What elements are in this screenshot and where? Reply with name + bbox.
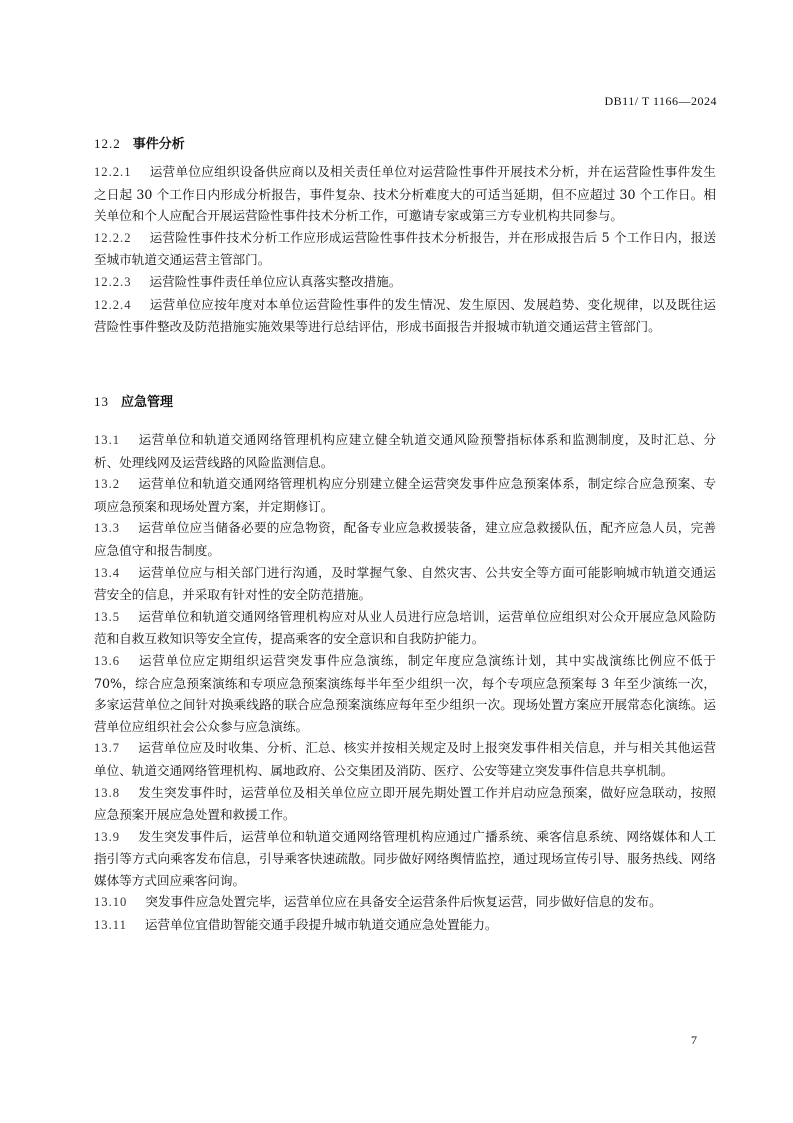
clause-text: 运营单位应当储备必要的应急物资，配备专业应急救援装备，建立应急救援队伍，配齐应急人员，完善应急值守和报告制度。: [94, 520, 716, 558]
clause-text: 发生突发事件时，运营单位及相关单位应立即开展先期处置工作并启动应急预案，做好应急联动，按照应急预案开展应急处置和救援工作。: [94, 784, 716, 823]
page-number: 7: [691, 1033, 697, 1047]
section-number: 13: [94, 394, 109, 409]
clause-number: 12.2.3: [94, 274, 132, 289]
clause-text: 运营单位应及时收集、分析、汇总、核实并按相关规定及时上报突发事件相关信息，并与相关其他运营单位、轨道交通网络管理机构、属地政府、公交集团及消防、医疗、公安等建立突发事件信息共享机制。: [94, 740, 716, 778]
clause-13-5: [94, 606, 716, 650]
clause-number: 13.7: [94, 741, 121, 756]
section-13-body: [94, 429, 716, 937]
clause-number: 12.2.2: [94, 230, 132, 245]
document-code: DB11/ T 1166—2024: [604, 94, 717, 108]
clause-13-4: [94, 562, 716, 606]
clause-number: 12.2.4: [94, 297, 132, 312]
clause-number: 13.11: [94, 918, 127, 933]
clause-12-2-1: [94, 161, 716, 227]
section-title: 应急管理: [121, 395, 174, 410]
clause-number: 13.9: [94, 829, 121, 844]
clause-text: 运营单位应按年度对本单位运营险性事件的发生情况、发生原因、发展趋势、变化规律，以及既往运营险性事件整改及防范措施实施效果等进行总结评估，形成书面报告并报城市轨道交通运营主管部门。: [94, 296, 716, 335]
section-12-2-heading: [94, 133, 185, 152]
clause-number: 13.6: [94, 653, 121, 668]
clause-text: 运营单位应与相关部门进行沟通，及时掌握气象、自然灾害、公共安全等方面可能影响城市轨道交通运营安全的信息，并采取有针对性的安全防范措施。: [94, 564, 716, 603]
clause-text: 运营单位应组织设备供应商以及相关责任单位对运营险性事件开展技术分析，并在运营险性事件发生之日起 30 个工作日内形成分析报告，事件复杂、技术分析难度大的可适当延期，但不应超过 30 个工作日。相关单位和个人应配合开展运营险性事件技术分析工作，可邀请专家或第三方专业机构共同参与。: [94, 164, 716, 224]
clause-13-9: [94, 826, 716, 892]
clause-text: 运营险性事件责任单位应认真落实整改措施。: [149, 273, 402, 289]
clause-13-3: [94, 517, 716, 561]
clause-number: 13.2: [94, 477, 121, 492]
section-title: 事件分析: [132, 137, 185, 152]
clause-number: 13.3: [94, 521, 121, 536]
clause-13-6: [94, 650, 716, 737]
clause-number: 13.4: [94, 565, 121, 580]
clause-text: 突发事件应急处置完毕，运营单位应在具备安全运营条件后恢复运营，同步做好信息的发布。: [145, 894, 662, 910]
clause-12-2-4: [94, 294, 716, 338]
clause-12-2-3: [94, 271, 716, 294]
clause-12-2-2: [94, 227, 716, 271]
section-12-2-body: [94, 161, 716, 338]
clause-text: 运营单位和轨道交通网络管理机构应对从业人员进行应急培训，运营单位应组织对公众开展应急风险防范和自救互救知识等安全宣传，提高乘客的安全意识和自我防护能力。: [94, 608, 716, 647]
clause-13-8: [94, 782, 716, 826]
clause-13-10: [94, 891, 716, 914]
clause-number: 13.8: [94, 785, 121, 800]
clause-number: 12.2.1: [94, 165, 132, 179]
clause-text: 运营单位宜借助智能交通手段提升城市轨道交通应急处置能力。: [144, 917, 498, 933]
section-13-heading: [94, 391, 173, 410]
clause-13-2: [94, 473, 716, 517]
clause-text: 运营单位和轨道交通网络管理机构应建立健全轨道交通风险预警指标体系和监测制度，及时汇总、分析、处理线网及运营线路的风险监测信息。: [94, 432, 716, 470]
clause-13-7: [94, 737, 716, 781]
clause-text: 运营险性事件技术分析工作应形成运营险性事件技术分析报告，并在形成报告后 5 个工作日内，报送至城市轨道交通运营主管部门。: [94, 229, 716, 268]
clause-13-1: [94, 429, 716, 473]
clause-number: 13.1: [94, 433, 121, 447]
clause-text: 发生突发事件后，运营单位和轨道交通网络管理机构应通过广播系统、乘客信息系统、网络媒体和人工指引等方式向乘客发布信息，引导乘客快速疏散。同步做好网络舆情监控，通过现场宣传引导、服务热线、网络媒体等方式回应乘客问询。: [94, 828, 716, 888]
section-number: 12.2: [94, 136, 121, 151]
clause-text: 运营单位应定期组织运营突发事件应急演练，制定年度应急演练计划，其中实战演练比例应不低于 70%，综合应急预案演练和专项应急预案演练每半年至少组织一次，每个专项应急预案每 3 年至少演练一次，多家运营单位之间针对换乘线路的联合应急预案演练应每年至少组织一次。现场处置方案应开展常态化演练。运营单位应组织社会公众参与应急演练。: [94, 652, 716, 734]
clause-number: 13.5: [94, 609, 121, 624]
clause-number: 13.10: [94, 895, 128, 910]
clause-text: 运营单位和轨道交通网络管理机构应分别建立健全运营突发事件应急预案体系，制定综合应急预案、专项应急预案和现场处置方案，并定期修订。: [94, 476, 716, 514]
clause-13-11: [94, 914, 716, 937]
